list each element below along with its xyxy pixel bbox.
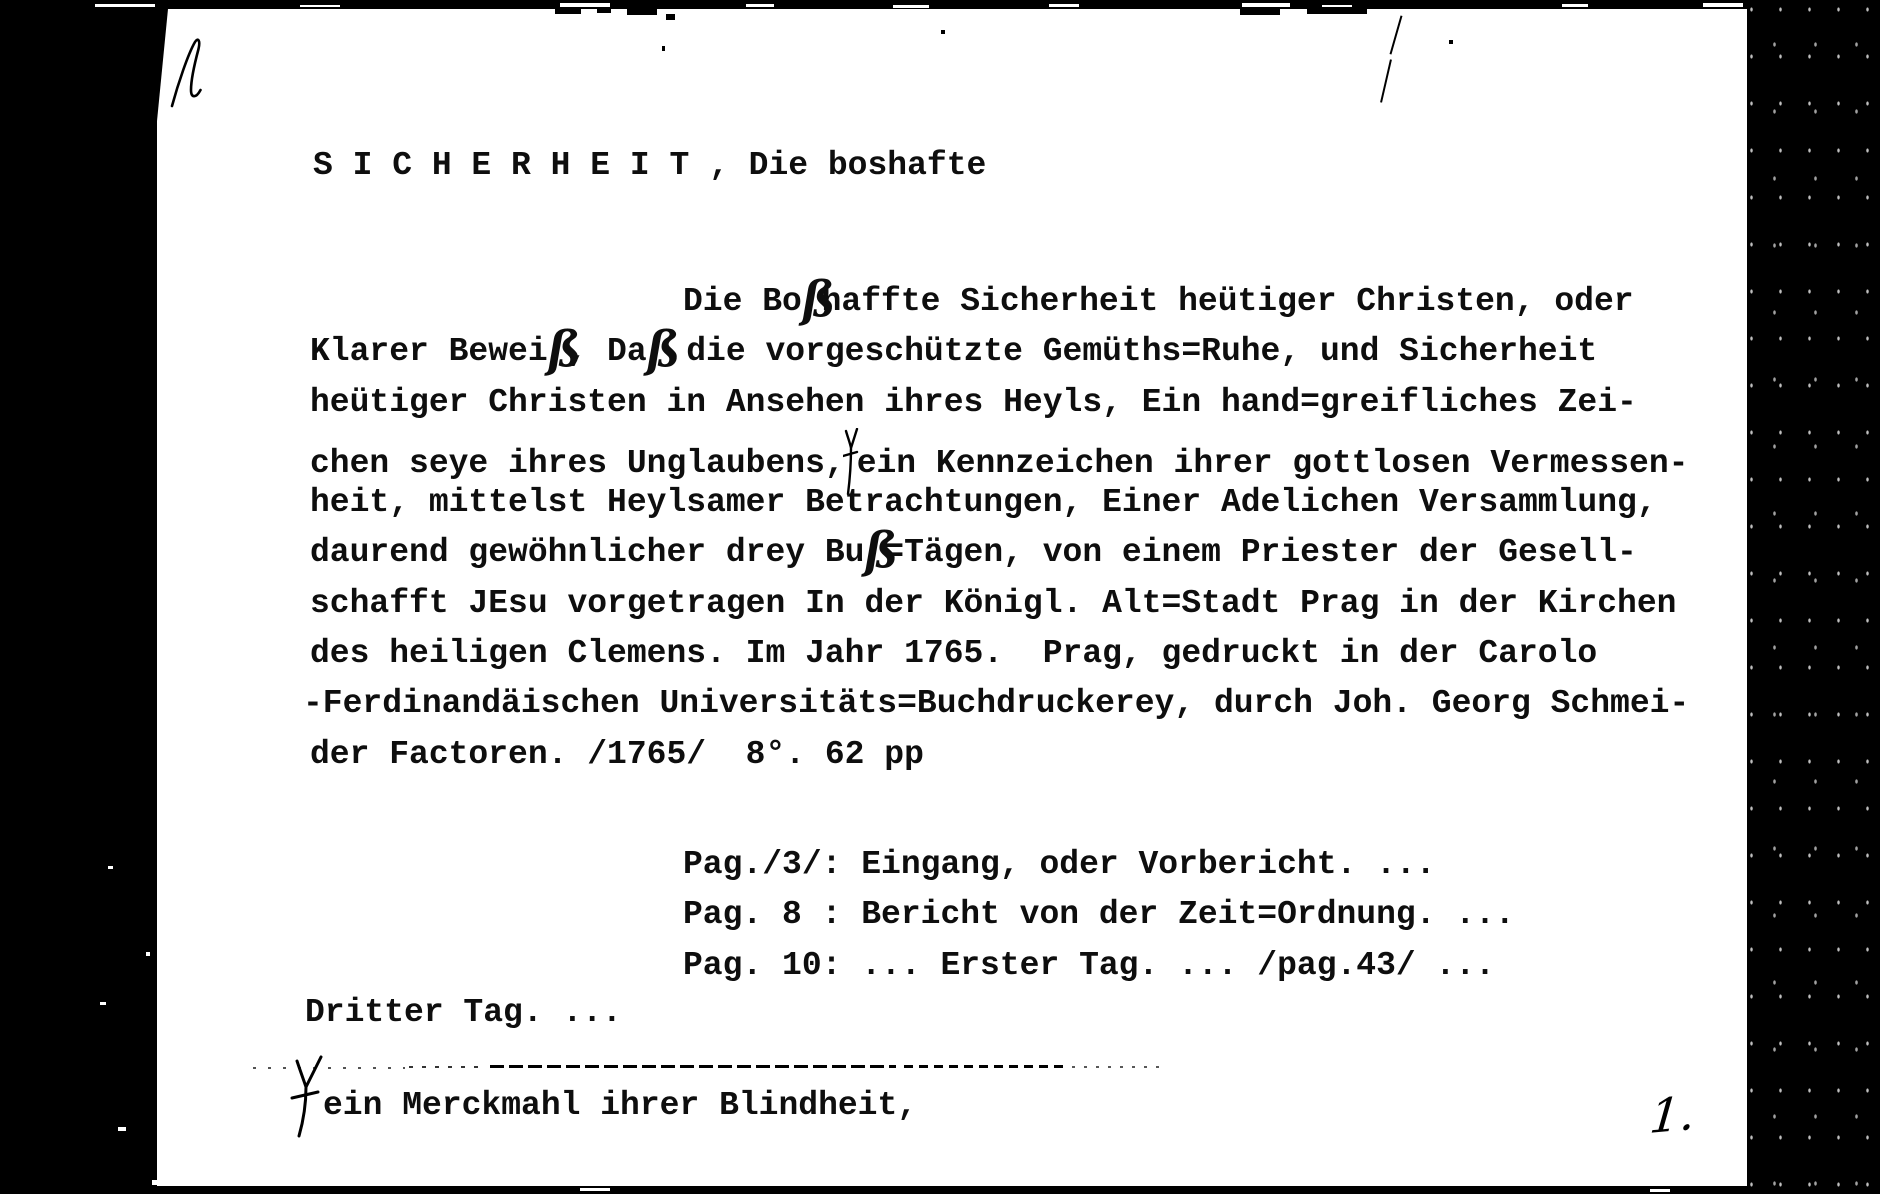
body-line: der Factoren. /1765/ 8°. 62 pp	[310, 735, 924, 773]
body-line: heütiger Christen in Ansehen ihres Heyls, Ein hand=greifliches Zei-	[310, 383, 1637, 421]
toner-speck	[941, 30, 945, 34]
handwritten-mark	[168, 36, 212, 110]
scan-edge-nick	[560, 3, 610, 7]
body-line: -Ferdinandäischen Universitäts=Buchdruckerey, durch Joh. Georg Schmei-	[303, 685, 1690, 723]
toner-speck	[1449, 40, 1453, 44]
separator-dashes	[490, 1065, 896, 1068]
separator-dashes	[409, 1066, 485, 1068]
pagination-index	[683, 840, 1515, 991]
body-line: des heiligen Clemens. Im Jahr 1765. Prag, gedruckt in der Carolo	[310, 635, 1598, 673]
scan-edge-nick	[1562, 4, 1588, 7]
scanner-band-noise	[1747, 0, 1880, 1194]
scan-edge-nick	[580, 1188, 610, 1191]
scan-edge-nick	[1322, 5, 1352, 7]
toner-speck	[662, 46, 665, 51]
scan-edge-nick	[118, 1127, 126, 1131]
scan-edge-nick	[746, 4, 774, 7]
index-line: Pag. 8 : Bericht von der Zeit=Ordnung. ...	[683, 896, 1515, 934]
body-line: heit, mittelst Heylsamer Betrachtungen, Einer Adelichen Versammlung,	[310, 484, 1657, 522]
toner-speck	[1307, 9, 1367, 14]
toner-speck	[555, 9, 581, 14]
scan-edge-nick	[95, 4, 155, 7]
body-line: Die Boßhaffte Sicherheit heütiger Christen, oder	[683, 271, 1634, 329]
scan-edge-nick	[893, 5, 929, 8]
toner-speck	[666, 14, 675, 20]
scan-edge-nick	[108, 866, 113, 869]
body-line: Klarer Beweiß, Daß die vorgeschützte Gemüths=Ruhe, und Sicherheit	[310, 322, 1598, 380]
index-line: Pag. 10: ... Erster Tag. ... /pag.43/ ...	[683, 946, 1495, 984]
footnote-text: ein Merckmahl ihrer Blindheit,	[323, 1087, 918, 1124]
paragraph	[303, 271, 1690, 780]
footnote-insertion-mark	[290, 1055, 324, 1141]
body-line: chen seye ihres Unglaubens, ein Kennzeichen ihrer gottlosen Vermessen-	[310, 428, 1689, 478]
separator-dashes	[253, 1067, 405, 1069]
toner-speck	[627, 9, 657, 15]
scan-edge-nick	[1242, 3, 1290, 7]
body-line: daurend gewöhnlicher drey Buß=Tägen, von einem Priester der Gesell-	[310, 523, 1637, 581]
scan-edge-nick	[1650, 1189, 1670, 1192]
separator-dashes	[1072, 1066, 1168, 1068]
handwritten-page-number: 1.	[1647, 1086, 1698, 1145]
toner-speck	[1240, 9, 1280, 15]
body-line: schafft JEsu vorgetragen In der Königl. Alt=Stadt Prag in der Kirchen	[310, 584, 1677, 622]
scan-edge-nick	[1703, 3, 1743, 7]
document-page	[157, 9, 1747, 1186]
toner-speck	[597, 9, 611, 13]
scan-edge-nick	[100, 1002, 106, 1005]
scan-edge-nick	[146, 952, 150, 956]
scan-corner-shadow	[157, 9, 168, 121]
scan-scratch	[1380, 59, 1392, 102]
scan-edge-nick	[300, 5, 340, 7]
scan-edge-nick	[152, 1180, 162, 1185]
page-title: S I C H E R H E I T , Die boshafte	[313, 147, 987, 184]
separator-dashes	[904, 1065, 1064, 1068]
continuation-line: Dritter Tag. ...	[305, 994, 622, 1031]
scan-scratch	[1390, 15, 1403, 54]
index-line: Pag./3/: Eingang, oder Vorbericht. ...	[683, 846, 1436, 883]
scan-edge-nick	[1049, 4, 1079, 7]
